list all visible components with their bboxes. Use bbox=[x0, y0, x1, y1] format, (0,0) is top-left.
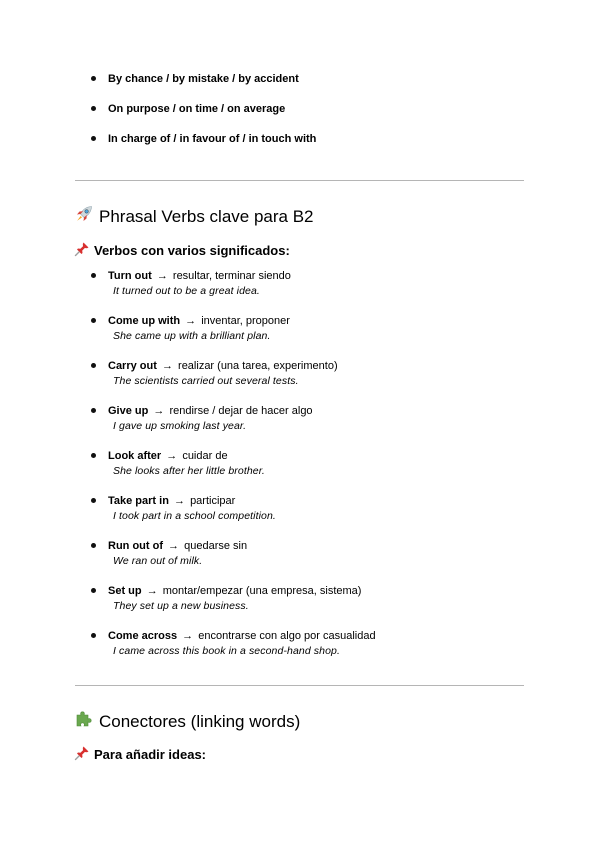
bullet-icon bbox=[91, 318, 96, 323]
verb-example: She looks after her little brother. bbox=[113, 465, 265, 477]
connectors-title: Conectores (linking words) bbox=[99, 711, 301, 731]
arrow-icon: → bbox=[153, 405, 165, 417]
verb-term: Carry out bbox=[108, 360, 157, 372]
connectors-heading bbox=[74, 709, 300, 734]
verb-term: Come across bbox=[108, 630, 178, 642]
phrasal-verbs-subheading-text: Verbos con varios significados: bbox=[94, 243, 290, 258]
verb-example: She came up with a brilliant plan. bbox=[113, 330, 271, 342]
verb-meaning: cuidar de bbox=[182, 450, 228, 462]
verb-meaning: rendirse / dejar de hacer algo bbox=[169, 405, 313, 417]
section-divider bbox=[75, 685, 524, 686]
bullet-icon bbox=[91, 453, 96, 458]
phrasal-verbs-subheading bbox=[74, 241, 290, 260]
phrasal-verb-item bbox=[0, 269, 600, 298]
verb-meaning: resultar, terminar siendo bbox=[172, 270, 291, 282]
expressions-list bbox=[0, 72, 600, 162]
list-item-text: In charge of / in favour of / in touch with bbox=[108, 133, 317, 145]
verb-term: Give up bbox=[108, 405, 149, 417]
bullet-icon bbox=[91, 408, 96, 413]
verb-example: It turned out to be a great idea. bbox=[113, 285, 260, 297]
verb-example: I came across this book in a second-hand shop. bbox=[113, 645, 340, 657]
verb-example: The scientists carried out several tests. bbox=[113, 375, 299, 387]
verb-example: I took part in a school competition. bbox=[113, 510, 276, 522]
bullet-icon bbox=[91, 363, 96, 368]
phrasal-verbs-list bbox=[0, 269, 600, 674]
verb-meaning: inventar, proponer bbox=[201, 315, 290, 327]
verb-example: We ran out of milk. bbox=[113, 555, 203, 567]
bullet-icon bbox=[91, 136, 96, 141]
verb-meaning: realizar (una tarea, experimento) bbox=[178, 360, 338, 372]
verb-example: They set up a new business. bbox=[113, 600, 249, 612]
bullet-icon bbox=[91, 498, 96, 503]
phrasal-verb-item bbox=[0, 449, 600, 478]
verb-term: Look after bbox=[108, 450, 162, 462]
list-item-text: By chance / by mistake / by accident bbox=[108, 73, 299, 85]
verb-term: Set up bbox=[108, 585, 142, 597]
connectors-subheading bbox=[74, 745, 206, 764]
arrow-icon: → bbox=[146, 585, 158, 597]
bullet-icon bbox=[91, 588, 96, 593]
arrow-icon: → bbox=[174, 495, 185, 507]
connectors-subheading-text: Para añadir ideas: bbox=[94, 747, 206, 762]
phrasal-verb-item bbox=[0, 629, 600, 658]
bullet-icon bbox=[91, 76, 96, 81]
bullet-icon bbox=[91, 106, 96, 111]
arrow-icon: → bbox=[182, 630, 194, 642]
verb-term: Run out of bbox=[108, 540, 163, 552]
section-divider bbox=[75, 180, 524, 181]
phrasal-verb-item bbox=[0, 359, 600, 388]
bullet-icon bbox=[91, 273, 96, 278]
puzzle-piece-icon bbox=[74, 709, 94, 734]
arrow-icon: → bbox=[166, 450, 178, 462]
verb-example: I gave up smoking last year. bbox=[113, 420, 247, 432]
arrow-icon: → bbox=[156, 270, 168, 282]
rocket-icon bbox=[74, 204, 94, 229]
verb-meaning: encontrarse con algo por casualidad bbox=[198, 630, 376, 642]
pushpin-icon bbox=[74, 745, 90, 764]
pushpin-icon bbox=[74, 241, 90, 260]
list-item-text: On purpose / on time / on average bbox=[108, 103, 286, 115]
verb-meaning: montar/empezar (una empresa, sistema) bbox=[162, 585, 362, 597]
phrasal-verb-item bbox=[0, 539, 600, 568]
verb-meaning: quedarse sin bbox=[184, 540, 248, 552]
arrow-icon: → bbox=[185, 315, 197, 327]
bullet-icon bbox=[91, 633, 96, 638]
phrasal-verb-item bbox=[0, 314, 600, 343]
verb-term: Come up with bbox=[108, 315, 181, 327]
verb-term: Turn out bbox=[108, 270, 152, 282]
bullet-icon bbox=[91, 543, 96, 548]
phrasal-verb-item bbox=[0, 404, 600, 433]
list-item bbox=[0, 102, 600, 116]
verb-term: Take part in bbox=[108, 495, 169, 507]
verb-meaning: participar bbox=[190, 495, 236, 507]
phrasal-verbs-heading bbox=[74, 204, 314, 229]
list-item bbox=[0, 132, 600, 146]
phrasal-verbs-title: Phrasal Verbs clave para B2 bbox=[99, 206, 314, 226]
arrow-icon: → bbox=[161, 360, 173, 372]
phrasal-verb-item bbox=[0, 584, 600, 613]
list-item bbox=[0, 72, 600, 86]
phrasal-verb-item bbox=[0, 494, 600, 523]
arrow-icon: → bbox=[168, 540, 180, 552]
